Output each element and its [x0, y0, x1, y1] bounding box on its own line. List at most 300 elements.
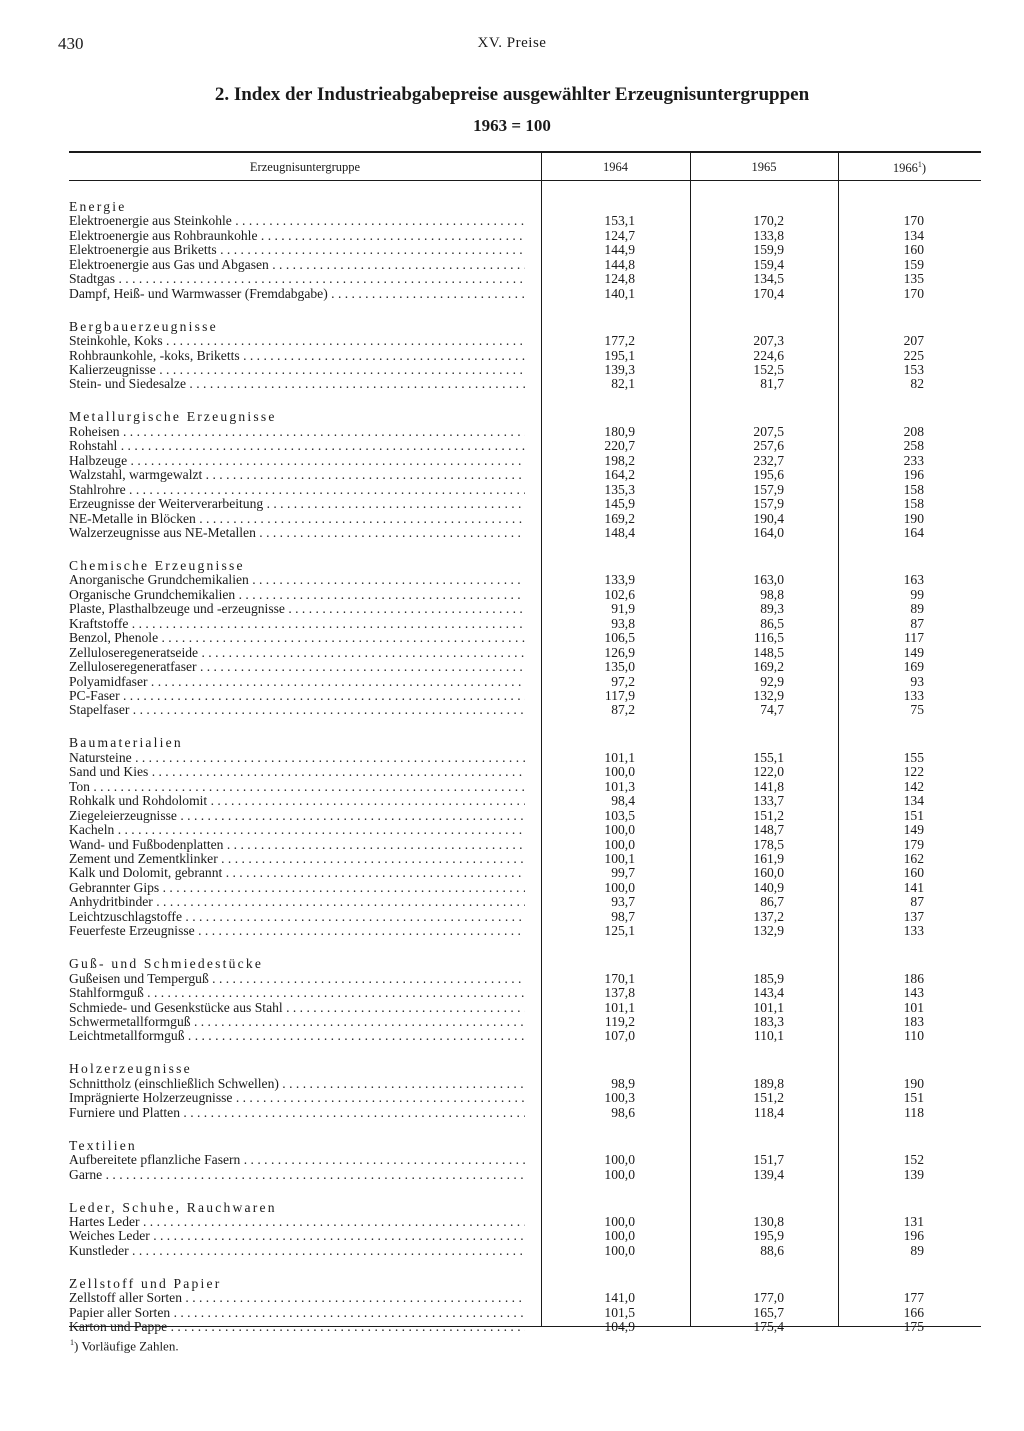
value-1966: 208 [903, 424, 924, 439]
row-label: Anhydritbinder . . . [69, 895, 525, 909]
value-1965: 170,2 [753, 213, 784, 228]
row-label: Halbzeuge . . . [69, 454, 525, 468]
row-label: Schnittholz (einschließlich Schwellen) . . . [69, 1077, 525, 1091]
row-label: Zement und Zementklinker . . . [69, 852, 525, 866]
value-1965: 140,9 [753, 880, 784, 895]
value-1965: 118,4 [753, 1105, 784, 1120]
value-1965: 89,3 [760, 601, 784, 616]
row-label: Benzol, Phenole . . . [69, 631, 525, 645]
table-row [0, 617, 1024, 631]
table-row [0, 924, 1024, 938]
table-row [0, 972, 1024, 986]
group-heading-row [0, 200, 1024, 214]
table-row [0, 809, 1024, 823]
row-label: Kalk und Dolomit, gebrannt . . . [69, 866, 525, 880]
table-row [0, 823, 1024, 837]
value-1966: 177 [903, 1290, 924, 1305]
table-row [0, 1106, 1024, 1120]
row-label: Gußeisen und Temperguß . . . [69, 972, 525, 986]
value-1965: 207,5 [753, 424, 784, 439]
group-heading-row [0, 1277, 1024, 1291]
value-1964: 180,9 [604, 424, 635, 439]
value-1966: 131 [903, 1214, 924, 1229]
value-1964: 100,0 [604, 1167, 635, 1182]
value-1964: 144,8 [604, 257, 635, 272]
value-1964: 164,2 [604, 467, 635, 482]
row-label: Gebrannter Gips . . . [69, 881, 525, 895]
table-row [0, 631, 1024, 645]
value-1966: 158 [903, 482, 924, 497]
value-1966: 225 [903, 348, 924, 363]
table-row [0, 838, 1024, 852]
row-label: Leichtzuschlagstoffe . . . [69, 910, 525, 924]
table-row [0, 512, 1024, 526]
value-1965: 152,5 [753, 362, 784, 377]
value-1965: 88,6 [760, 1243, 784, 1258]
value-1964: 91,9 [611, 601, 635, 616]
value-1966: 164 [903, 525, 924, 540]
table-row [0, 377, 1024, 391]
value-1964: 101,3 [604, 779, 635, 794]
group-heading: Holzerzeugnisse [69, 1062, 192, 1076]
value-1966: 89 [910, 601, 924, 616]
value-1964: 195,1 [604, 348, 635, 363]
value-1966: 170 [903, 213, 924, 228]
footnote-text: ) Vorläufige Zahlen. [74, 1338, 179, 1354]
table-subtitle: 1963 = 100 [473, 116, 551, 135]
value-1964: 107,0 [604, 1028, 635, 1043]
value-1966: 137 [903, 909, 924, 924]
group-heading-row [0, 1139, 1024, 1153]
value-1966: 152 [903, 1152, 924, 1167]
value-1964: 198,2 [604, 453, 635, 468]
value-1965: 101,1 [753, 1000, 784, 1015]
row-label: Aufbereitete pflanzliche Fasern . . . [69, 1153, 525, 1167]
row-label: Steinkohle, Koks . . . [69, 334, 525, 348]
group-heading-row [0, 559, 1024, 573]
row-label: Stapelfaser . . . [69, 703, 525, 717]
value-1965: 151,2 [753, 808, 784, 823]
group-heading: Zellstoff und Papier [69, 1277, 222, 1291]
value-1966: 122 [903, 764, 924, 779]
value-1965: 133,8 [753, 228, 784, 243]
row-label: Furniere und Platten . . . [69, 1106, 525, 1120]
value-1965: 134,5 [753, 271, 784, 286]
row-label: Anorganische Grundchemikalien . . . [69, 573, 525, 587]
group-heading-row [0, 957, 1024, 971]
value-1965: 169,2 [753, 659, 784, 674]
header-1966-suffix: ) [921, 161, 927, 176]
value-1965: 189,8 [753, 1076, 784, 1091]
value-1965: 81,7 [760, 376, 784, 391]
value-1966: 183 [903, 1014, 924, 1029]
row-label: Polyamidfaser . . . [69, 675, 525, 689]
row-label: Rohkalk und Rohdolomit . . . [69, 794, 525, 808]
row-label: Elektroenergie aus Gas und Abgasen . . . [69, 258, 525, 272]
value-1964: 100,0 [604, 1152, 635, 1167]
value-1966: 166 [903, 1305, 924, 1320]
table-row [0, 1015, 1024, 1029]
table-row [0, 703, 1024, 717]
value-1965: 183,3 [753, 1014, 784, 1029]
table-row [0, 483, 1024, 497]
row-label: Elektroenergie aus Steinkohle . . . [69, 214, 525, 228]
value-1965: 175,4 [753, 1319, 784, 1334]
table-row [0, 986, 1024, 1000]
row-label: Sand und Kies . . . [69, 765, 525, 779]
row-label: Schmiede- und Gesenkstücke aus Stahl . . . [69, 1001, 525, 1015]
table-row [0, 660, 1024, 674]
value-1966: 93 [910, 674, 924, 689]
row-label: Roheisen . . . [69, 425, 525, 439]
running-head: XV. Preise [477, 35, 547, 51]
value-1964: 97,2 [611, 674, 635, 689]
group-heading: Guß- und Schmiedestücke [69, 957, 264, 971]
value-1966: 190 [903, 1076, 924, 1091]
row-label: Zelluloseregeneratseide . . . [69, 646, 525, 660]
value-1965: 86,5 [760, 616, 784, 631]
value-1966: 99 [910, 587, 924, 602]
value-1964: 98,6 [611, 1105, 635, 1120]
page-number: 430 [58, 34, 84, 53]
value-1966: 118 [904, 1105, 924, 1120]
row-label: PC-Faser . . . [69, 689, 525, 703]
table-row [0, 425, 1024, 439]
value-1965: 151,7 [753, 1152, 784, 1167]
value-1966: 101 [903, 1000, 924, 1015]
table-row [0, 866, 1024, 880]
value-1964: 101,5 [604, 1305, 635, 1320]
value-1966: 155 [903, 750, 924, 765]
value-1964: 98,7 [611, 909, 635, 924]
value-1964: 141,0 [604, 1290, 635, 1305]
value-1966: 82 [910, 376, 924, 391]
value-1964: 87,2 [611, 702, 635, 717]
row-label: Ton . . . [69, 780, 525, 794]
value-1965: 163,0 [753, 572, 784, 587]
row-label: Erzeugnisse der Weiterverarbeitung . . . [69, 497, 525, 511]
value-1965: 177,0 [753, 1290, 784, 1305]
value-1965: 207,3 [753, 333, 784, 348]
value-1964: 100,3 [604, 1090, 635, 1105]
value-1965: 157,9 [753, 496, 784, 511]
value-1966: 149 [903, 645, 924, 660]
row-label: Plaste, Plasthalbzeuge und -erzeugnisse . . . [69, 602, 525, 616]
table-row [0, 910, 1024, 924]
value-1966: 133 [903, 923, 924, 938]
table-row [0, 243, 1024, 257]
value-1965: 165,7 [753, 1305, 784, 1320]
row-label: Walzstahl, warmgewalzt . . . [69, 468, 525, 482]
value-1964: 169,2 [604, 511, 635, 526]
value-1964: 100,0 [604, 1243, 635, 1258]
table-row [0, 1229, 1024, 1243]
header-group: Erzeugnisuntergruppe [249, 160, 361, 174]
value-1965: 137,2 [753, 909, 784, 924]
value-1964: 220,7 [604, 438, 635, 453]
value-1965: 141,8 [753, 779, 784, 794]
value-1964: 103,5 [604, 808, 635, 823]
table-row [0, 646, 1024, 660]
table-row [0, 1320, 1024, 1334]
table-row [0, 1091, 1024, 1105]
row-label: Hartes Leder . . . [69, 1215, 525, 1229]
value-1965: 159,9 [753, 242, 784, 257]
table-row [0, 349, 1024, 363]
table-row [0, 794, 1024, 808]
header-1966-year: 1966 [892, 161, 918, 176]
value-1964: 98,4 [611, 793, 635, 808]
value-1966: 175 [903, 1319, 924, 1334]
value-1965: 151,2 [753, 1090, 784, 1105]
table-row [0, 1168, 1024, 1182]
value-1965: 86,7 [760, 894, 784, 909]
value-1966: 134 [903, 228, 924, 243]
value-1966: 207 [903, 333, 924, 348]
value-1965: 143,4 [753, 985, 784, 1000]
value-1966: 87 [910, 894, 924, 909]
table-row [0, 588, 1024, 602]
value-1965: 155,1 [753, 750, 784, 765]
value-1966: 143 [903, 985, 924, 1000]
row-label: Wand- und Fußbodenplatten . . . [69, 838, 525, 852]
value-1965: 122,0 [753, 764, 784, 779]
value-1965: 92,9 [760, 674, 784, 689]
value-1965: 98,8 [760, 587, 784, 602]
value-1964: 133,9 [604, 572, 635, 587]
group-heading-row [0, 1201, 1024, 1215]
footnote [70, 1338, 179, 1354]
value-1966: 75 [910, 702, 924, 717]
value-1964: 100,0 [604, 822, 635, 837]
footnote-mark: 1 [70, 1338, 74, 1347]
group-heading-row [0, 1062, 1024, 1076]
group-heading: Metallurgische Erzeugnisse [69, 410, 277, 424]
value-1964: 126,9 [604, 645, 635, 660]
value-1964: 93,8 [611, 616, 635, 631]
value-1966: 258 [903, 438, 924, 453]
value-1964: 124,8 [604, 271, 635, 286]
table-row [0, 881, 1024, 895]
value-1964: 100,0 [604, 1228, 635, 1243]
value-1965: 130,8 [753, 1214, 784, 1229]
table-title: 2. Index der Industrieabgabepreise ausgewählter Erzeugnisuntergruppen [214, 84, 810, 105]
row-label: Ziegeleierzeugnisse . . . [69, 809, 525, 823]
group-heading: Bergbauerzeugnisse [69, 320, 218, 334]
group-heading-row [0, 736, 1024, 750]
value-1966: 160 [903, 865, 924, 880]
value-1965: 110,1 [753, 1028, 784, 1043]
value-1965: 148,7 [753, 822, 784, 837]
row-label: Feuerfeste Erzeugnisse . . . [69, 924, 525, 938]
value-1965: 160,0 [753, 865, 784, 880]
value-1964: 145,9 [604, 496, 635, 511]
group-heading: Chemische Erzeugnisse [69, 559, 245, 573]
value-1965: 195,9 [753, 1228, 784, 1243]
value-1966: 110 [904, 1028, 924, 1043]
value-1965: 190,4 [753, 511, 784, 526]
table-row [0, 1029, 1024, 1043]
value-1966: 158 [903, 496, 924, 511]
row-label: Leichtmetallformguß . . . [69, 1029, 525, 1043]
table-row [0, 689, 1024, 703]
row-label: Rohbraunkohle, -koks, Briketts . . . [69, 349, 525, 363]
value-1966: 117 [904, 630, 924, 645]
value-1966: 179 [903, 837, 924, 852]
value-1964: 117,9 [604, 688, 635, 703]
value-1965: 132,9 [753, 923, 784, 938]
value-1966: 163 [903, 572, 924, 587]
value-1964: 177,2 [604, 333, 635, 348]
group-heading: Leder, Schuhe, Rauchwaren [69, 1201, 277, 1215]
row-label: Rohstahl . . . [69, 439, 525, 453]
row-label: Schwermetallformguß . . . [69, 1015, 525, 1029]
value-1964: 102,6 [604, 587, 635, 602]
row-label: Natursteine . . . [69, 751, 525, 765]
value-1964: 125,1 [604, 923, 635, 938]
table-row [0, 454, 1024, 468]
value-1965: 257,6 [753, 438, 784, 453]
value-1965: 164,0 [753, 525, 784, 540]
table-row [0, 497, 1024, 511]
value-1966: 186 [903, 971, 924, 986]
value-1966: 141 [903, 880, 924, 895]
row-label: Organische Grundchemikalien . . . [69, 588, 525, 602]
value-1966: 196 [903, 1228, 924, 1243]
row-label: Stein- und Siedesalze . . . [69, 377, 525, 391]
row-label: Kunstleder . . . [69, 1244, 525, 1258]
value-1966: 159 [903, 257, 924, 272]
value-1966: 196 [903, 467, 924, 482]
value-1964: 106,5 [604, 630, 635, 645]
table-row [0, 780, 1024, 794]
value-1964: 99,7 [611, 865, 635, 880]
table-row [0, 1153, 1024, 1167]
value-1966: 190 [903, 511, 924, 526]
table-row [0, 751, 1024, 765]
value-1966: 135 [903, 271, 924, 286]
value-1964: 124,7 [604, 228, 635, 243]
value-1964: 119,2 [604, 1014, 635, 1029]
value-1964: 135,0 [604, 659, 635, 674]
table-row [0, 229, 1024, 243]
row-label: Imprägnierte Holzerzeugnisse . . . [69, 1091, 525, 1105]
table-row [0, 334, 1024, 348]
value-1964: 101,1 [604, 1000, 635, 1015]
footnote-marker: 1 [917, 160, 922, 169]
value-1964: 139,3 [604, 362, 635, 377]
value-1966: 153 [903, 362, 924, 377]
table-row [0, 363, 1024, 377]
row-label: Kacheln . . . [69, 823, 525, 837]
value-1965: 116,5 [753, 630, 784, 645]
table-row [0, 1291, 1024, 1305]
table-row [0, 1077, 1024, 1091]
value-1964: 135,3 [604, 482, 635, 497]
row-label: Kraftstoffe . . . [69, 617, 525, 631]
header-1965: 1965 [751, 160, 777, 174]
value-1966: 160 [903, 242, 924, 257]
value-1966: 149 [903, 822, 924, 837]
value-1964: 100,0 [604, 764, 635, 779]
value-1964: 148,4 [604, 525, 635, 540]
value-1964: 100,0 [604, 1214, 635, 1229]
group-heading: Textilien [69, 1139, 137, 1153]
group-heading: Baumaterialien [69, 736, 183, 750]
value-1965: 195,6 [753, 467, 784, 482]
table-row [0, 258, 1024, 272]
value-1966: 162 [903, 851, 924, 866]
group-heading-row [0, 410, 1024, 424]
table-row [0, 675, 1024, 689]
value-1965: 185,9 [753, 971, 784, 986]
row-label: Kalierzeugnisse . . . [69, 363, 525, 377]
value-1966: 89 [910, 1243, 924, 1258]
value-1966: 233 [903, 453, 924, 468]
value-1964: 101,1 [604, 750, 635, 765]
value-1964: 170,1 [604, 971, 635, 986]
value-1966: 170 [903, 286, 924, 301]
value-1964: 93,7 [611, 894, 635, 909]
value-1964: 100,0 [604, 837, 635, 852]
row-label: Zellstoff aller Sorten . . . [69, 1291, 525, 1305]
row-label: Weiches Leder . . . [69, 1229, 525, 1243]
table-row [0, 1215, 1024, 1229]
row-label: Elektroenergie aus Briketts . . . [69, 243, 525, 257]
table-row [0, 287, 1024, 301]
group-heading-row [0, 320, 1024, 334]
row-label: Stadtgas . . . [69, 272, 525, 286]
value-1966: 133 [903, 688, 924, 703]
value-1966: 139 [903, 1167, 924, 1182]
value-1965: 178,5 [753, 837, 784, 852]
table-row [0, 765, 1024, 779]
value-1964: 140,1 [604, 286, 635, 301]
row-label: Zelluloseregeneratfaser . . . [69, 660, 525, 674]
value-1965: 157,9 [753, 482, 784, 497]
value-1966: 169 [903, 659, 924, 674]
table-row [0, 272, 1024, 286]
value-1965: 74,7 [760, 702, 784, 717]
table-row [0, 1001, 1024, 1015]
table-row [0, 1306, 1024, 1320]
row-label: Walzerzeugnisse aus NE-Metallen . . . [69, 526, 525, 540]
group-heading: Energie [69, 200, 127, 214]
value-1964: 137,8 [604, 985, 635, 1000]
value-1966: 151 [903, 1090, 924, 1105]
table-row [0, 526, 1024, 540]
value-1965: 132,9 [753, 688, 784, 703]
value-1965: 148,5 [753, 645, 784, 660]
value-1965: 224,6 [753, 348, 784, 363]
value-1966: 87 [910, 616, 924, 631]
table-row [0, 1244, 1024, 1258]
value-1966: 134 [903, 793, 924, 808]
value-1964: 98,9 [611, 1076, 635, 1091]
table-row [0, 602, 1024, 616]
table-row [0, 214, 1024, 228]
table-row [0, 852, 1024, 866]
value-1964: 144,9 [604, 242, 635, 257]
row-label: Stahlrohre . . . [69, 483, 525, 497]
row-label: Dampf, Heiß- und Warmwasser (Fremdabgabe) . . . [69, 287, 525, 301]
table-row [0, 573, 1024, 587]
table-row [0, 439, 1024, 453]
row-label: Stahlformguß . . . [69, 986, 525, 1000]
value-1965: 232,7 [753, 453, 784, 468]
value-1965: 159,4 [753, 257, 784, 272]
header-1964: 1964 [603, 160, 628, 174]
